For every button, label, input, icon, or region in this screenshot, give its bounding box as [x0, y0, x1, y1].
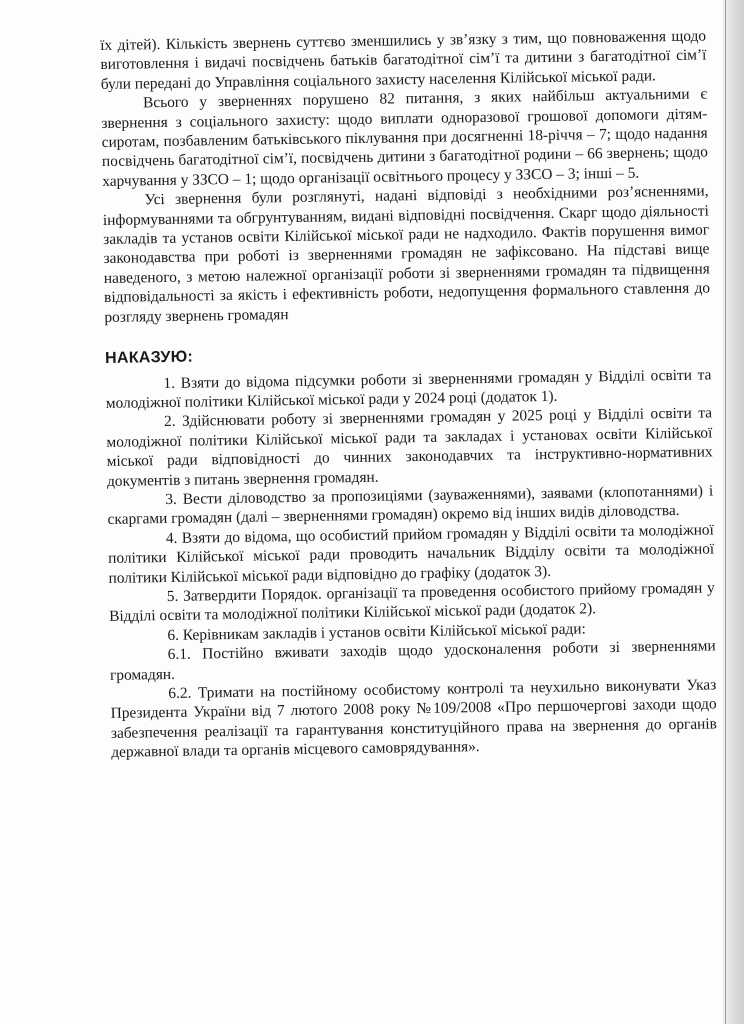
order-item-2: 2. Здійснювати роботу зі зверненнями громадян у 2025 році у Відділі освіти та молодіжної політики Кілійської міської ради та закладах і установах освіти Кілійської міської ради відповідності до чинних законодавчих та інструктивно-нормативних документів з питань звернення громадян.: [106, 404, 713, 490]
order-item-6: 6. Керівникам закладів і установ освіти Кілійської міської ради:: [167, 620, 586, 644]
order-item-1: 1. Взяти до відома підсумки роботи зі зверненнями громадян у Відділі освіти та молодіжної політики Кілійської міської ради у 2024 році (додаток 1).: [105, 365, 712, 412]
order-item-5: 5. Затвердити Порядок. організації та проведення особистого прийому громадян у Відділі освіти та молодіжної політики Кілійської міської ради (додаток 2).: [108, 579, 715, 626]
paragraph-continuation: їх дітей). Кількість звернень суттєво зменшились у зв’язку з тим, що повноваження щодо виготовлення і видачі посвідчень батьків багатодітної сім’ї та дитини з багатодітної сім’ї були передані до Управління соціального захисту населення Кілійської міської ради.: [100, 27, 707, 93]
document-body: [100, 26, 717, 762]
order-item-6-2: 6.2. Тримати на постійному особистому контролі та неухильно виконувати Указ Президента України від 7 лютого 2008 року №109/2008 «Про першочергові заходи щодо забезпечення реалізації та гарантування конституційного права на звернення до органів державної влади та органів місцевого самоврядування».: [110, 676, 718, 762]
page-edge-line: [725, 0, 726, 1024]
paragraph-review-results: Усі звернення були розглянуті, надані відповіді з необхідними роз’ясненнями, інформуваннями та обгрунтуванням, видані відповідні посвідчення. Скарг щодо діяльності закладів та установ освіти Кілійської міської ради не надходило. Фактів порушення вимог законодавства при роботі із зверненнями громадян не зафіксовано. На підставі вище наведеного, з метою належної організації роботи зі зверненнями громадян та підвищення відповідальності за якість і ефективність роботи, недопущення формального ставлення до розгляду звернень громадян: [102, 182, 711, 326]
order-item-3: 3. Вести діловодство за пропозиціями (зауваженнями), заявами (клопотаннями) і скаргами громадян (далі – зверненнями громадян) окремо від інших видів діловодства.: [107, 482, 714, 529]
order-heading: НАКАЗУЮ:: [104, 348, 194, 368]
paragraph-issues-summary: Всього у зверненнях порушено 82 питання, з яких найбільш актуальними є звернення з соціального захисту: щодо виплати одноразової грошової допомоги дітям-сиротам, позбавленим батьківського піклування при досягненні 18-річчя – 7; щодо надання посвідчень багатодітної сім’ї, посвідчень дитини з багатодітної родини – 66 звернень; щодо харчування у ЗЗСО – 1; щодо організації освітнього процесу у ЗЗСО – 3; інші – 5.: [101, 85, 709, 190]
order-item-4: 4. Взяти до відома, що особистий прийом громадян у Відділі освіти та молодіжної політики Кілійської міської ради проводить начальник Відділу освіти та молодіжної політики Кілійської міської ради відповідно до графіку (додаток 3).: [108, 521, 715, 587]
order-item-6-1: 6.1. Постійно вживати заходів щодо удосконалення роботи зі зверненнями громадян.: [109, 637, 716, 684]
